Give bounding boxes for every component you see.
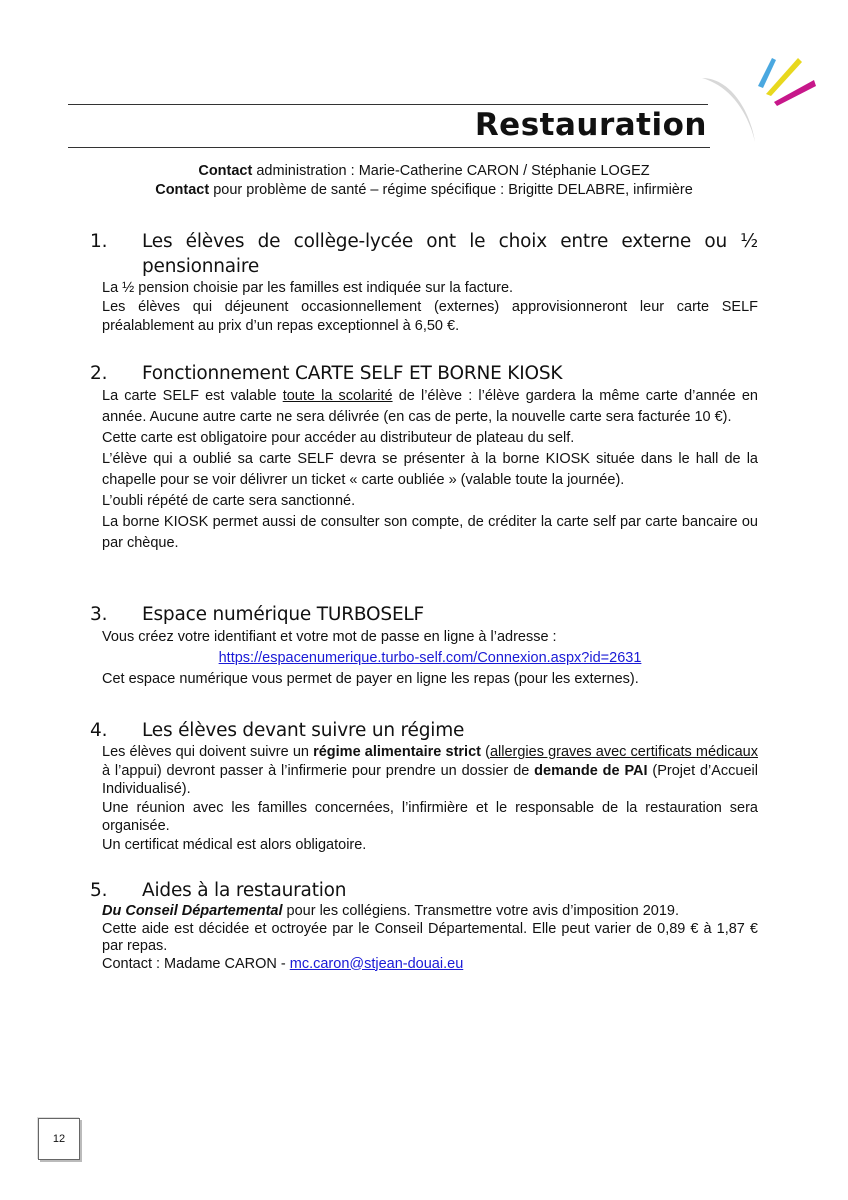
page-title: Restauration	[474, 107, 707, 143]
page-number: 12	[38, 1118, 80, 1160]
section-title: Espace numérique TURBOSELF	[142, 604, 424, 625]
section-1	[90, 229, 758, 336]
section-4-body	[102, 743, 758, 854]
logo-swoosh	[702, 78, 755, 142]
section-2-body	[102, 386, 758, 554]
email-link[interactable]: mc.caron@stjean-douai.eu	[289, 955, 464, 972]
section-5-body	[102, 903, 758, 973]
section-3-body	[102, 627, 758, 690]
section-number: 4.	[90, 720, 108, 741]
paragraph: La carte SELF est valable toute la scolarité de l’élève : l’élève gardera la même carte d’année en année. Aucune autre carte ne sera délivrée (en cas de perte, la nouvelle carte sera facturée 10 €).	[102, 388, 758, 425]
paragraph: La borne KIOSK permet aussi de consulter son compte, de créditer la carte self par carte bancaire ou par chèque.	[102, 514, 758, 551]
section-5-heading	[90, 878, 758, 903]
section-number: 1.	[90, 231, 108, 252]
section-title: Aides à la restauration	[142, 880, 347, 901]
paragraph: Cet espace numérique vous permet de payer en ligne les repas (pour les externes).	[102, 671, 639, 687]
contact-health-line: Contact pour problème de santé – régime spécifique : Brigitte DELABRE, infirmière	[155, 182, 693, 198]
paragraph: Cette aide est décidée et octroyée par le Conseil Départemental. Elle peut varier de 0,89 € à 1,87 € par repas.	[102, 920, 758, 954]
turboself-link[interactable]: https://espacenumerique.turbo-self.com/Connexion.aspx?id=2631	[218, 650, 642, 666]
section-number: 3.	[90, 604, 108, 625]
logo-stroke-blue	[758, 58, 776, 88]
paragraph: Du Conseil Départemental pour les collégiens. Transmettre votre avis d’imposition 2019.	[102, 903, 680, 919]
paragraph: L’élève qui a oublié sa carte SELF devra se présenter à la borne KIOSK située dans le hall de la chapelle pour se voir délivrer un ticket « carte oubliée » (valable toute la journée).	[102, 451, 758, 488]
section-3-heading	[90, 602, 758, 627]
section-2-heading	[90, 361, 758, 386]
section-title: Les élèves devant suivre un régime	[142, 720, 465, 741]
paragraph: Les élèves qui doivent suivre un régime alimentaire strict (allergies graves avec certificats médicaux à l’appui) devront passer à l’infirmerie pour prendre un dossier de demande de PAI (Projet d’Accueil Individualisé).	[102, 744, 758, 797]
paragraph: La ½ pension choisie par les familles est indiquée sur la facture.	[102, 280, 514, 296]
paragraph: Vous créez votre identifiant et votre mot de passe en ligne à l’adresse :	[102, 629, 557, 645]
section-1-heading	[90, 229, 758, 279]
section-4	[90, 718, 758, 854]
paragraph: Contact : Madame CARON - mc.caron@stjean-douai.eu	[102, 955, 464, 972]
paragraph: Un certificat médical est alors obligatoire.	[102, 836, 367, 853]
paragraph: Cette carte est obligatoire pour accéder au distributeur de plateau du self.	[102, 430, 575, 446]
section-3	[90, 602, 758, 690]
section-1-body	[102, 279, 758, 336]
paragraph: L’oubli répété de carte sera sanctionné.	[102, 493, 356, 509]
paragraph: Les élèves qui déjeunent occasionnellement (externes) approvisionneront leur carte SELF préalablement au prix d’un repas exceptionnel à 6,50 €.	[102, 299, 758, 334]
section-number: 5.	[90, 880, 108, 901]
section-title: Fonctionnement CARTE SELF ET BORNE KIOSK	[142, 363, 563, 384]
school-logo	[700, 50, 828, 146]
section-4-heading	[90, 718, 758, 743]
paragraph: Une réunion avec les familles concernées, l’infirmière et le responsable de la restauration sera organisée.	[102, 799, 758, 834]
header-rule-top	[68, 104, 708, 105]
section-title: Les élèves de collège-lycée ont le choix entre externe ou ½ pensionnaire	[142, 231, 758, 277]
contact-admin-line: Contact administration : Marie-Catherine CARON / Stéphanie LOGEZ	[198, 163, 650, 179]
section-number: 2.	[90, 363, 108, 384]
section-5	[90, 878, 758, 973]
section-2	[90, 361, 758, 554]
contacts-block	[0, 162, 848, 200]
header-rule-bottom	[68, 147, 710, 148]
